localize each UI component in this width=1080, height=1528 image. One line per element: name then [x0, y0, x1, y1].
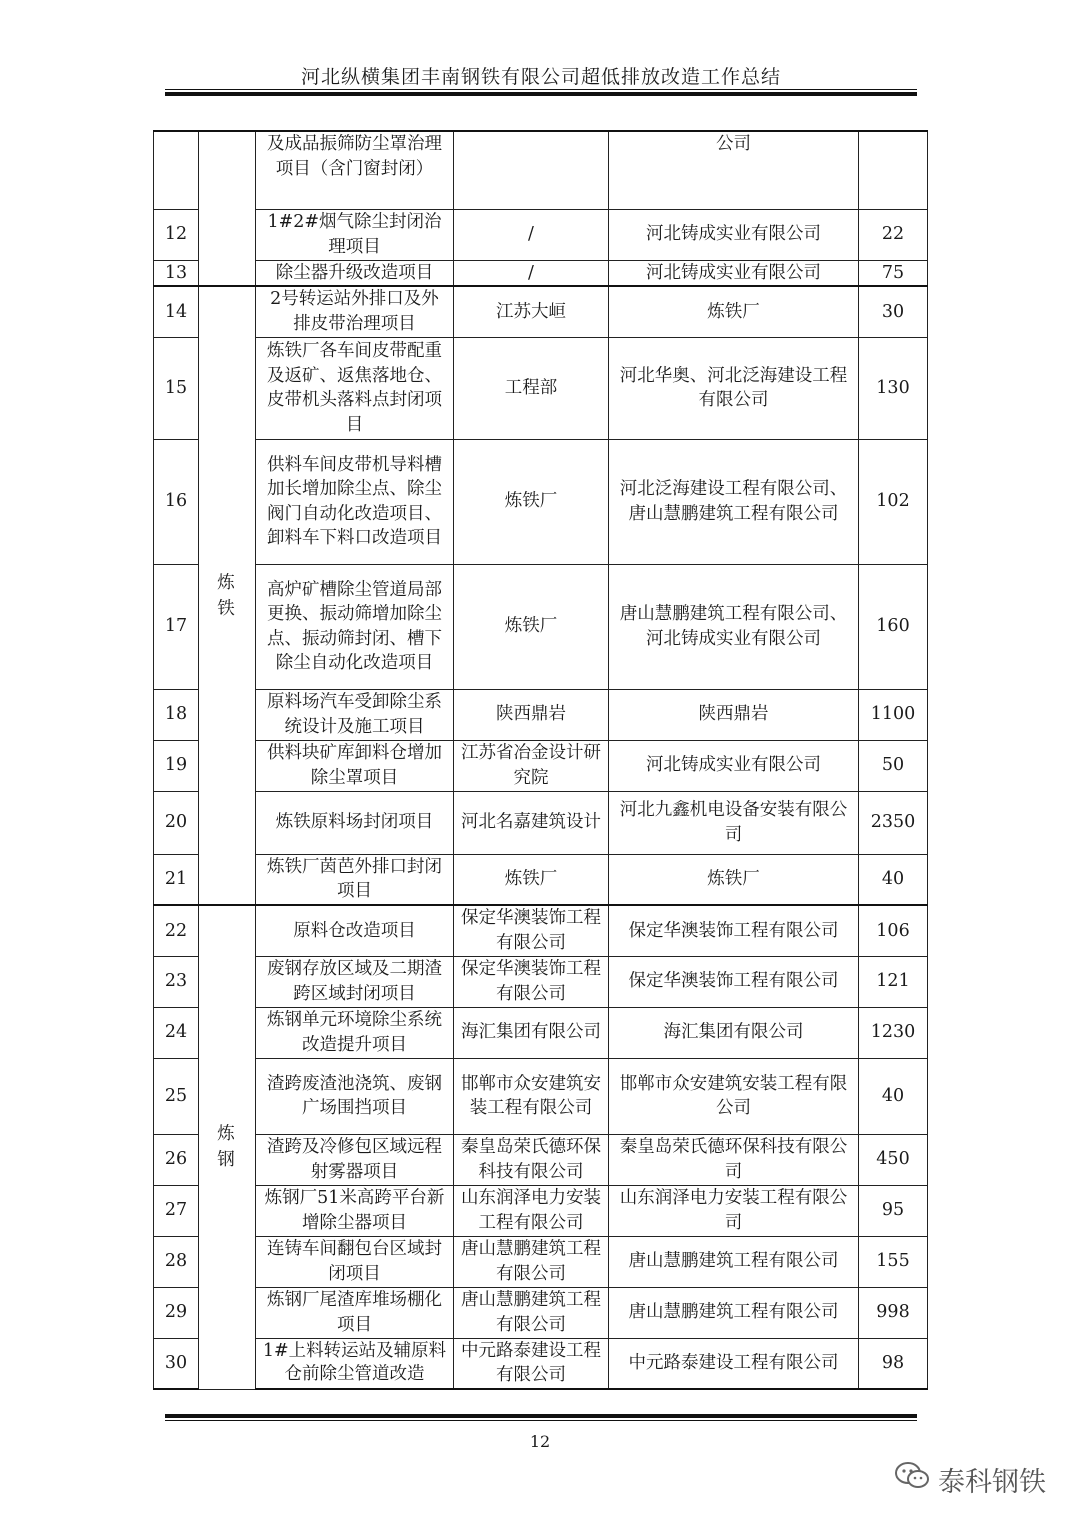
table-row [154, 905, 928, 956]
design-unit [454, 131, 609, 209]
row-number: 13 [154, 260, 199, 286]
row-number: 15 [154, 337, 199, 439]
project-name: 供料车间皮带机导料槽加长增加除尘点、除尘阀门自动化改造项目、卸料车下料口改造项目 [256, 439, 454, 564]
row-number: 14 [154, 286, 199, 337]
construction-unit: 公司 [609, 131, 859, 209]
design-unit: 陕西鼎岩 [454, 689, 609, 740]
row-number: 16 [154, 439, 199, 564]
construction-unit: 保定华澳装饰工程有限公司 [609, 956, 859, 1007]
amount: 2350 [859, 791, 928, 854]
row-number: 26 [154, 1134, 199, 1185]
amount: 998 [859, 1287, 928, 1338]
design-unit: 唐山慧鹏建筑工程有限公司 [454, 1236, 609, 1287]
header-rule-thin [165, 89, 917, 90]
table-row [154, 854, 928, 905]
row-number: 17 [154, 564, 199, 689]
footer-rule-thin [165, 1420, 917, 1421]
table-row [154, 740, 928, 791]
row-number [154, 131, 199, 209]
amount: 102 [859, 439, 928, 564]
construction-unit: 炼铁厂 [609, 854, 859, 905]
row-number: 27 [154, 1185, 199, 1236]
construction-unit: 河北九鑫机电设备安装有限公司 [609, 791, 859, 854]
amount [859, 131, 928, 209]
row-number: 12 [154, 209, 199, 260]
project-name: 除尘器升级改造项目 [256, 260, 454, 286]
amount: 22 [859, 209, 928, 260]
category-cell-continued [199, 131, 256, 286]
header-rule-thick [165, 92, 917, 96]
row-number: 25 [154, 1058, 199, 1134]
table-row [154, 1287, 928, 1338]
project-name: 炼铁厂茵芭外排口封闭项目 [256, 854, 454, 905]
project-name: 废钢存放区域及二期渣跨区域封闭项目 [256, 956, 454, 1007]
document-header-title: 河北纵横集团丰南钢铁有限公司超低排放改造工作总结 [300, 66, 781, 88]
project-name: 炼钢单元环境除尘系统改造提升项目 [256, 1007, 454, 1058]
construction-unit: 唐山慧鹏建筑工程有限公司 [609, 1287, 859, 1338]
construction-unit: 河北泛海建设工程有限公司、唐山慧鹏建筑工程有限公司 [609, 439, 859, 564]
table-row [154, 439, 928, 564]
table-row [154, 1236, 928, 1287]
project-name: 1#上料转运站及辅原料仓前除尘管道改造 [256, 1338, 454, 1389]
amount: 106 [859, 905, 928, 956]
page-number: 12 [529, 1432, 551, 1451]
construction-unit: 山东润泽电力安装工程有限公司 [609, 1185, 859, 1236]
amount: 40 [859, 1058, 928, 1134]
design-unit: 保定华澳装饰工程有限公司 [454, 905, 609, 956]
amount: 450 [859, 1134, 928, 1185]
category-ironmaking: 炼 铁 [199, 286, 256, 905]
construction-unit: 海汇集团有限公司 [609, 1007, 859, 1058]
row-number: 19 [154, 740, 199, 791]
amount: 155 [859, 1236, 928, 1287]
design-unit: 江苏省冶金设计研究院 [454, 740, 609, 791]
project-table [153, 130, 928, 1390]
amount: 160 [859, 564, 928, 689]
construction-unit: 河北铸成实业有限公司 [609, 740, 859, 791]
amount: 121 [859, 956, 928, 1007]
project-name: 供料块矿库卸料仓增加除尘罩项目 [256, 740, 454, 791]
construction-unit: 中元路泰建设工程有限公司 [609, 1338, 859, 1389]
row-number: 28 [154, 1236, 199, 1287]
amount: 1100 [859, 689, 928, 740]
design-unit: 炼铁厂 [454, 854, 609, 905]
design-unit: 唐山慧鹏建筑工程有限公司 [454, 1287, 609, 1338]
table-row [154, 689, 928, 740]
construction-unit: 河北铸成实业有限公司 [609, 209, 859, 260]
project-name: 炼铁原料场封闭项目 [256, 791, 454, 854]
watermark-text: 泰科钢铁 [938, 1467, 1046, 1498]
amount: 1230 [859, 1007, 928, 1058]
project-name: 炼钢厂51米高跨平台新增除尘器项目 [256, 1185, 454, 1236]
construction-unit: 陕西鼎岩 [609, 689, 859, 740]
category-steelmaking: 炼 钢 [199, 905, 256, 1389]
table-row [154, 1338, 928, 1389]
amount: 130 [859, 337, 928, 439]
project-name: 1#2#烟气除尘封闭治理项目 [256, 209, 454, 260]
design-unit: / [454, 209, 609, 260]
row-number: 21 [154, 854, 199, 905]
design-unit: / [454, 260, 609, 286]
table-row [154, 956, 928, 1007]
footer-rule-thick [165, 1414, 917, 1418]
watermark [894, 1460, 1046, 1499]
construction-unit: 秦皇岛荣氏德环保科技有限公司 [609, 1134, 859, 1185]
wechat-icon [894, 1461, 930, 1498]
row-number: 29 [154, 1287, 199, 1338]
project-name: 连铸车间翻包台区域封闭项目 [256, 1236, 454, 1287]
design-unit: 邯郸市众安建筑安装工程有限公司 [454, 1058, 609, 1134]
project-name: 2号转运站外排口及外排皮带治理项目 [256, 286, 454, 337]
design-unit: 炼铁厂 [454, 564, 609, 689]
table-row [154, 131, 928, 209]
amount: 75 [859, 260, 928, 286]
row-number: 24 [154, 1007, 199, 1058]
row-number: 22 [154, 905, 199, 956]
row-number: 18 [154, 689, 199, 740]
row-number: 23 [154, 956, 199, 1007]
project-name: 原料仓改造项目 [256, 905, 454, 956]
table-row [154, 209, 928, 260]
project-name: 炼钢厂尾渣库堆场棚化项目 [256, 1287, 454, 1338]
project-name: 渣跨及冷修包区域远程射雾器项目 [256, 1134, 454, 1185]
design-unit: 河北名嘉建筑设计 [454, 791, 609, 854]
table-row [154, 1134, 928, 1185]
design-unit: 炼铁厂 [454, 439, 609, 564]
amount: 95 [859, 1185, 928, 1236]
project-name: 原料场汽车受卸除尘系统设计及施工项目 [256, 689, 454, 740]
design-unit: 工程部 [454, 337, 609, 439]
construction-unit: 唐山慧鹏建筑工程有限公司、河北铸成实业有限公司 [609, 564, 859, 689]
amount: 40 [859, 854, 928, 905]
project-name: 高炉矿槽除尘管道局部更换、振动筛增加除尘点、振动筛封闭、槽下除尘自动化改造项目 [256, 564, 454, 689]
table-row [154, 791, 928, 854]
construction-unit: 保定华澳装饰工程有限公司 [609, 905, 859, 956]
table-row [154, 1058, 928, 1134]
amount: 30 [859, 286, 928, 337]
table-row [154, 564, 928, 689]
table-row [154, 260, 928, 286]
project-name: 渣跨废渣池浇筑、废钢广场围挡项目 [256, 1058, 454, 1134]
table-row [154, 286, 928, 337]
row-number: 30 [154, 1338, 199, 1389]
construction-unit: 河北华奥、河北泛海建设工程有限公司 [609, 337, 859, 439]
table-row [154, 1007, 928, 1058]
design-unit: 秦皇岛荣氏德环保科技有限公司 [454, 1134, 609, 1185]
project-name: 及成品振筛防尘罩治理项目（含门窗封闭） [256, 131, 454, 209]
row-number: 20 [154, 791, 199, 854]
table-row [154, 1185, 928, 1236]
design-unit: 山东润泽电力安装工程有限公司 [454, 1185, 609, 1236]
design-unit: 保定华澳装饰工程有限公司 [454, 956, 609, 1007]
table-row [154, 337, 928, 439]
design-unit: 中元路泰建设工程有限公司 [454, 1338, 609, 1389]
construction-unit: 唐山慧鹏建筑工程有限公司 [609, 1236, 859, 1287]
design-unit: 海汇集团有限公司 [454, 1007, 609, 1058]
amount: 50 [859, 740, 928, 791]
design-unit: 江苏大峘 [454, 286, 609, 337]
construction-unit: 炼铁厂 [609, 286, 859, 337]
construction-unit: 河北铸成实业有限公司 [609, 260, 859, 286]
construction-unit: 邯郸市众安建筑安装工程有限公司 [609, 1058, 859, 1134]
amount: 98 [859, 1338, 928, 1389]
project-name: 炼铁厂各车间皮带配重及返矿、返焦落地仓、皮带机头落料点封闭项目 [256, 337, 454, 439]
